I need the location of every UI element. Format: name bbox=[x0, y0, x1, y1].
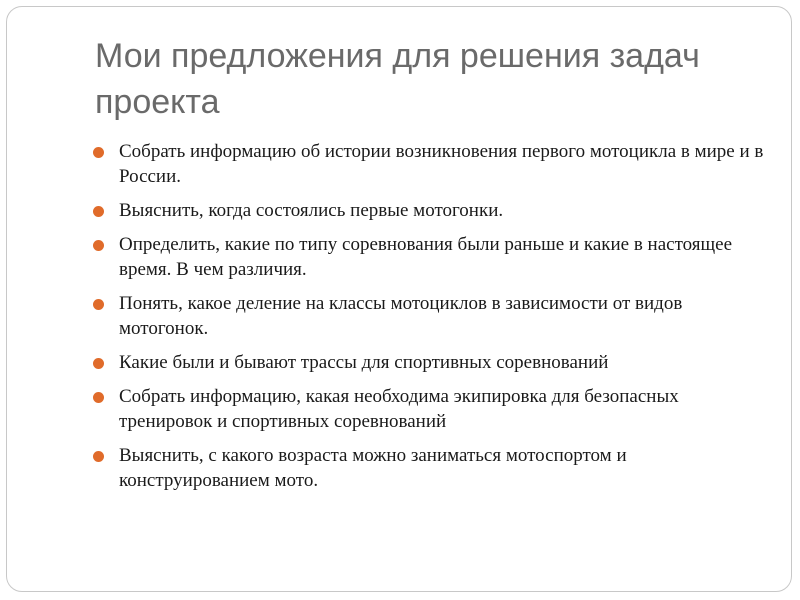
bullet-text: Собрать информацию, какая необходима экипировка для безопасных тренировок и спортивных соревнований bbox=[119, 386, 679, 432]
bullet-dot-icon bbox=[93, 358, 104, 369]
bullet-text: Выяснить, с какого возраста можно заниматься мотоспортом и конструированием мото. bbox=[119, 445, 627, 491]
bullet-text: Определить, какие по типу соревнования были раньше и какие в настоящее время. В чем различия. bbox=[119, 234, 733, 280]
bullet-text: Понять, какое деление на классы мотоциклов в зависимости от видов мотогонок. bbox=[119, 293, 683, 339]
bullet-item bbox=[91, 139, 771, 189]
bullet-item bbox=[91, 384, 771, 434]
bullet-dot-icon bbox=[93, 299, 104, 310]
bullet-item bbox=[91, 198, 771, 223]
bullet-item bbox=[91, 350, 771, 375]
bullet-item bbox=[91, 232, 771, 282]
bullet-dot-icon bbox=[93, 206, 104, 217]
slide-frame bbox=[6, 6, 792, 592]
bullet-dot-icon bbox=[93, 240, 104, 251]
bullet-text: Собрать информацию об истории возникновения первого мотоцикла в мире и в России. bbox=[119, 141, 764, 187]
bullet-list bbox=[91, 139, 771, 502]
bullet-dot-icon bbox=[93, 147, 104, 158]
bullet-text: Выяснить, когда состоялись первые мотогонки. bbox=[119, 200, 504, 221]
bullet-item bbox=[91, 291, 771, 341]
bullet-text: Какие были и бывают трассы для спортивных соревнований bbox=[119, 352, 609, 373]
bullet-dot-icon bbox=[93, 451, 104, 462]
bullet-item bbox=[91, 443, 771, 493]
slide-title: Мои предложения для решения задач проекта bbox=[95, 37, 700, 121]
bullet-dot-icon bbox=[93, 392, 104, 403]
